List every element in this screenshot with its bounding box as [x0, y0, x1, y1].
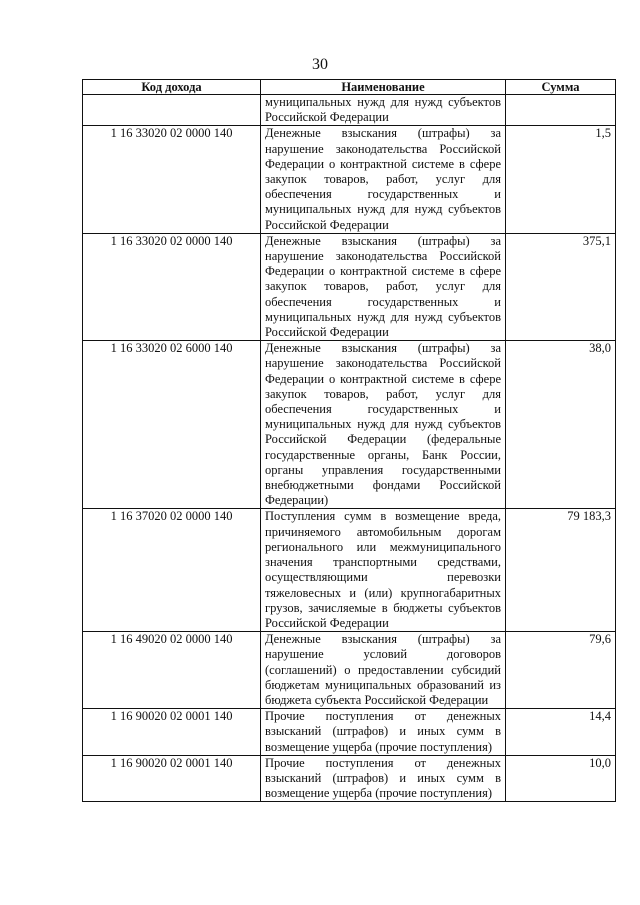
revenue-code: 1 16 90020 02 0001 140	[83, 709, 261, 756]
table-row	[83, 509, 616, 632]
revenue-code: 1 16 37020 02 0000 140	[83, 509, 261, 632]
table-header-row	[83, 80, 616, 95]
revenue-name: Денежные взыскания (штрафы) за нарушение законодательства Российской Федерации о контрактной системе в сфере закупок товаров, работ, услуг для обеспечения государственных и муниципальных нужд для нужд субъектов Российской Федерации (федеральные государственные органы, Банк России, органы управления государственными внебюджетными фондами Российской Федерации)	[261, 341, 506, 509]
revenue-code: 1 16 33020 02 0000 140	[83, 126, 261, 233]
revenue-name: муниципальных нужд для нужд субъектов Российской Федерации	[261, 95, 506, 126]
revenue-sum: 1,5	[506, 126, 616, 233]
revenue-sum: 14,4	[506, 709, 616, 756]
revenue-sum: 38,0	[506, 341, 616, 509]
page-number: 30	[312, 56, 328, 73]
revenue-code	[83, 95, 261, 126]
revenue-sum: 79,6	[506, 632, 616, 709]
revenue-code: 1 16 33020 02 6000 140	[83, 341, 261, 509]
table-row	[83, 341, 616, 509]
revenue-code: 1 16 49020 02 0000 140	[83, 632, 261, 709]
revenue-name: Прочие поступления от денежных взысканий (штрафов) и иных сумм в возмещение ущерба (прочие поступления)	[261, 755, 506, 802]
table-row	[83, 233, 616, 340]
table-row	[83, 709, 616, 756]
revenue-table	[82, 79, 616, 802]
revenue-sum: 10,0	[506, 755, 616, 802]
revenue-code: 1 16 33020 02 0000 140	[83, 233, 261, 340]
revenue-name: Денежные взыскания (штрафы) за нарушение законодательства Российской Федерации о контрактной системе в сфере закупок товаров, работ, услуг для обеспечения государственных и муниципальных нужд для нужд субъектов Российской Федерации	[261, 126, 506, 233]
revenue-sum: 375,1	[506, 233, 616, 340]
header-sum: Сумма	[506, 80, 616, 95]
revenue-name: Денежные взыскания (штрафы) за нарушение законодательства Российской Федерации о контрактной системе в сфере закупок товаров, работ, услуг для обеспечения государственных и муниципальных нужд для нужд субъектов Российской Федерации	[261, 233, 506, 340]
revenue-sum: 79 183,3	[506, 509, 616, 632]
revenue-code: 1 16 90020 02 0001 140	[83, 755, 261, 802]
revenue-name: Поступления сумм в возмещение вреда, причиняемого автомобильным дорогам регионального или межмуниципального значения транспортными средствами, осуществляющими перевозки тяжеловесных и (или) крупногабаритных грузов, зачисляемые в бюджеты субъектов Российской Федерации	[261, 509, 506, 632]
table-row	[83, 632, 616, 709]
table-row	[83, 755, 616, 802]
table-row	[83, 95, 616, 126]
revenue-name: Прочие поступления от денежных взысканий (штрафов) и иных сумм в возмещение ущерба (прочие поступления)	[261, 709, 506, 756]
revenue-name: Денежные взыскания (штрафы) за нарушение условий договоров (соглашений) о предоставлении субсидий бюджетам муниципальных образований из бюджета субъекта Российской Федерации	[261, 632, 506, 709]
header-name: Наименование	[261, 80, 506, 95]
header-code: Код дохода	[83, 80, 261, 95]
revenue-sum	[506, 95, 616, 126]
table-row	[83, 126, 616, 233]
